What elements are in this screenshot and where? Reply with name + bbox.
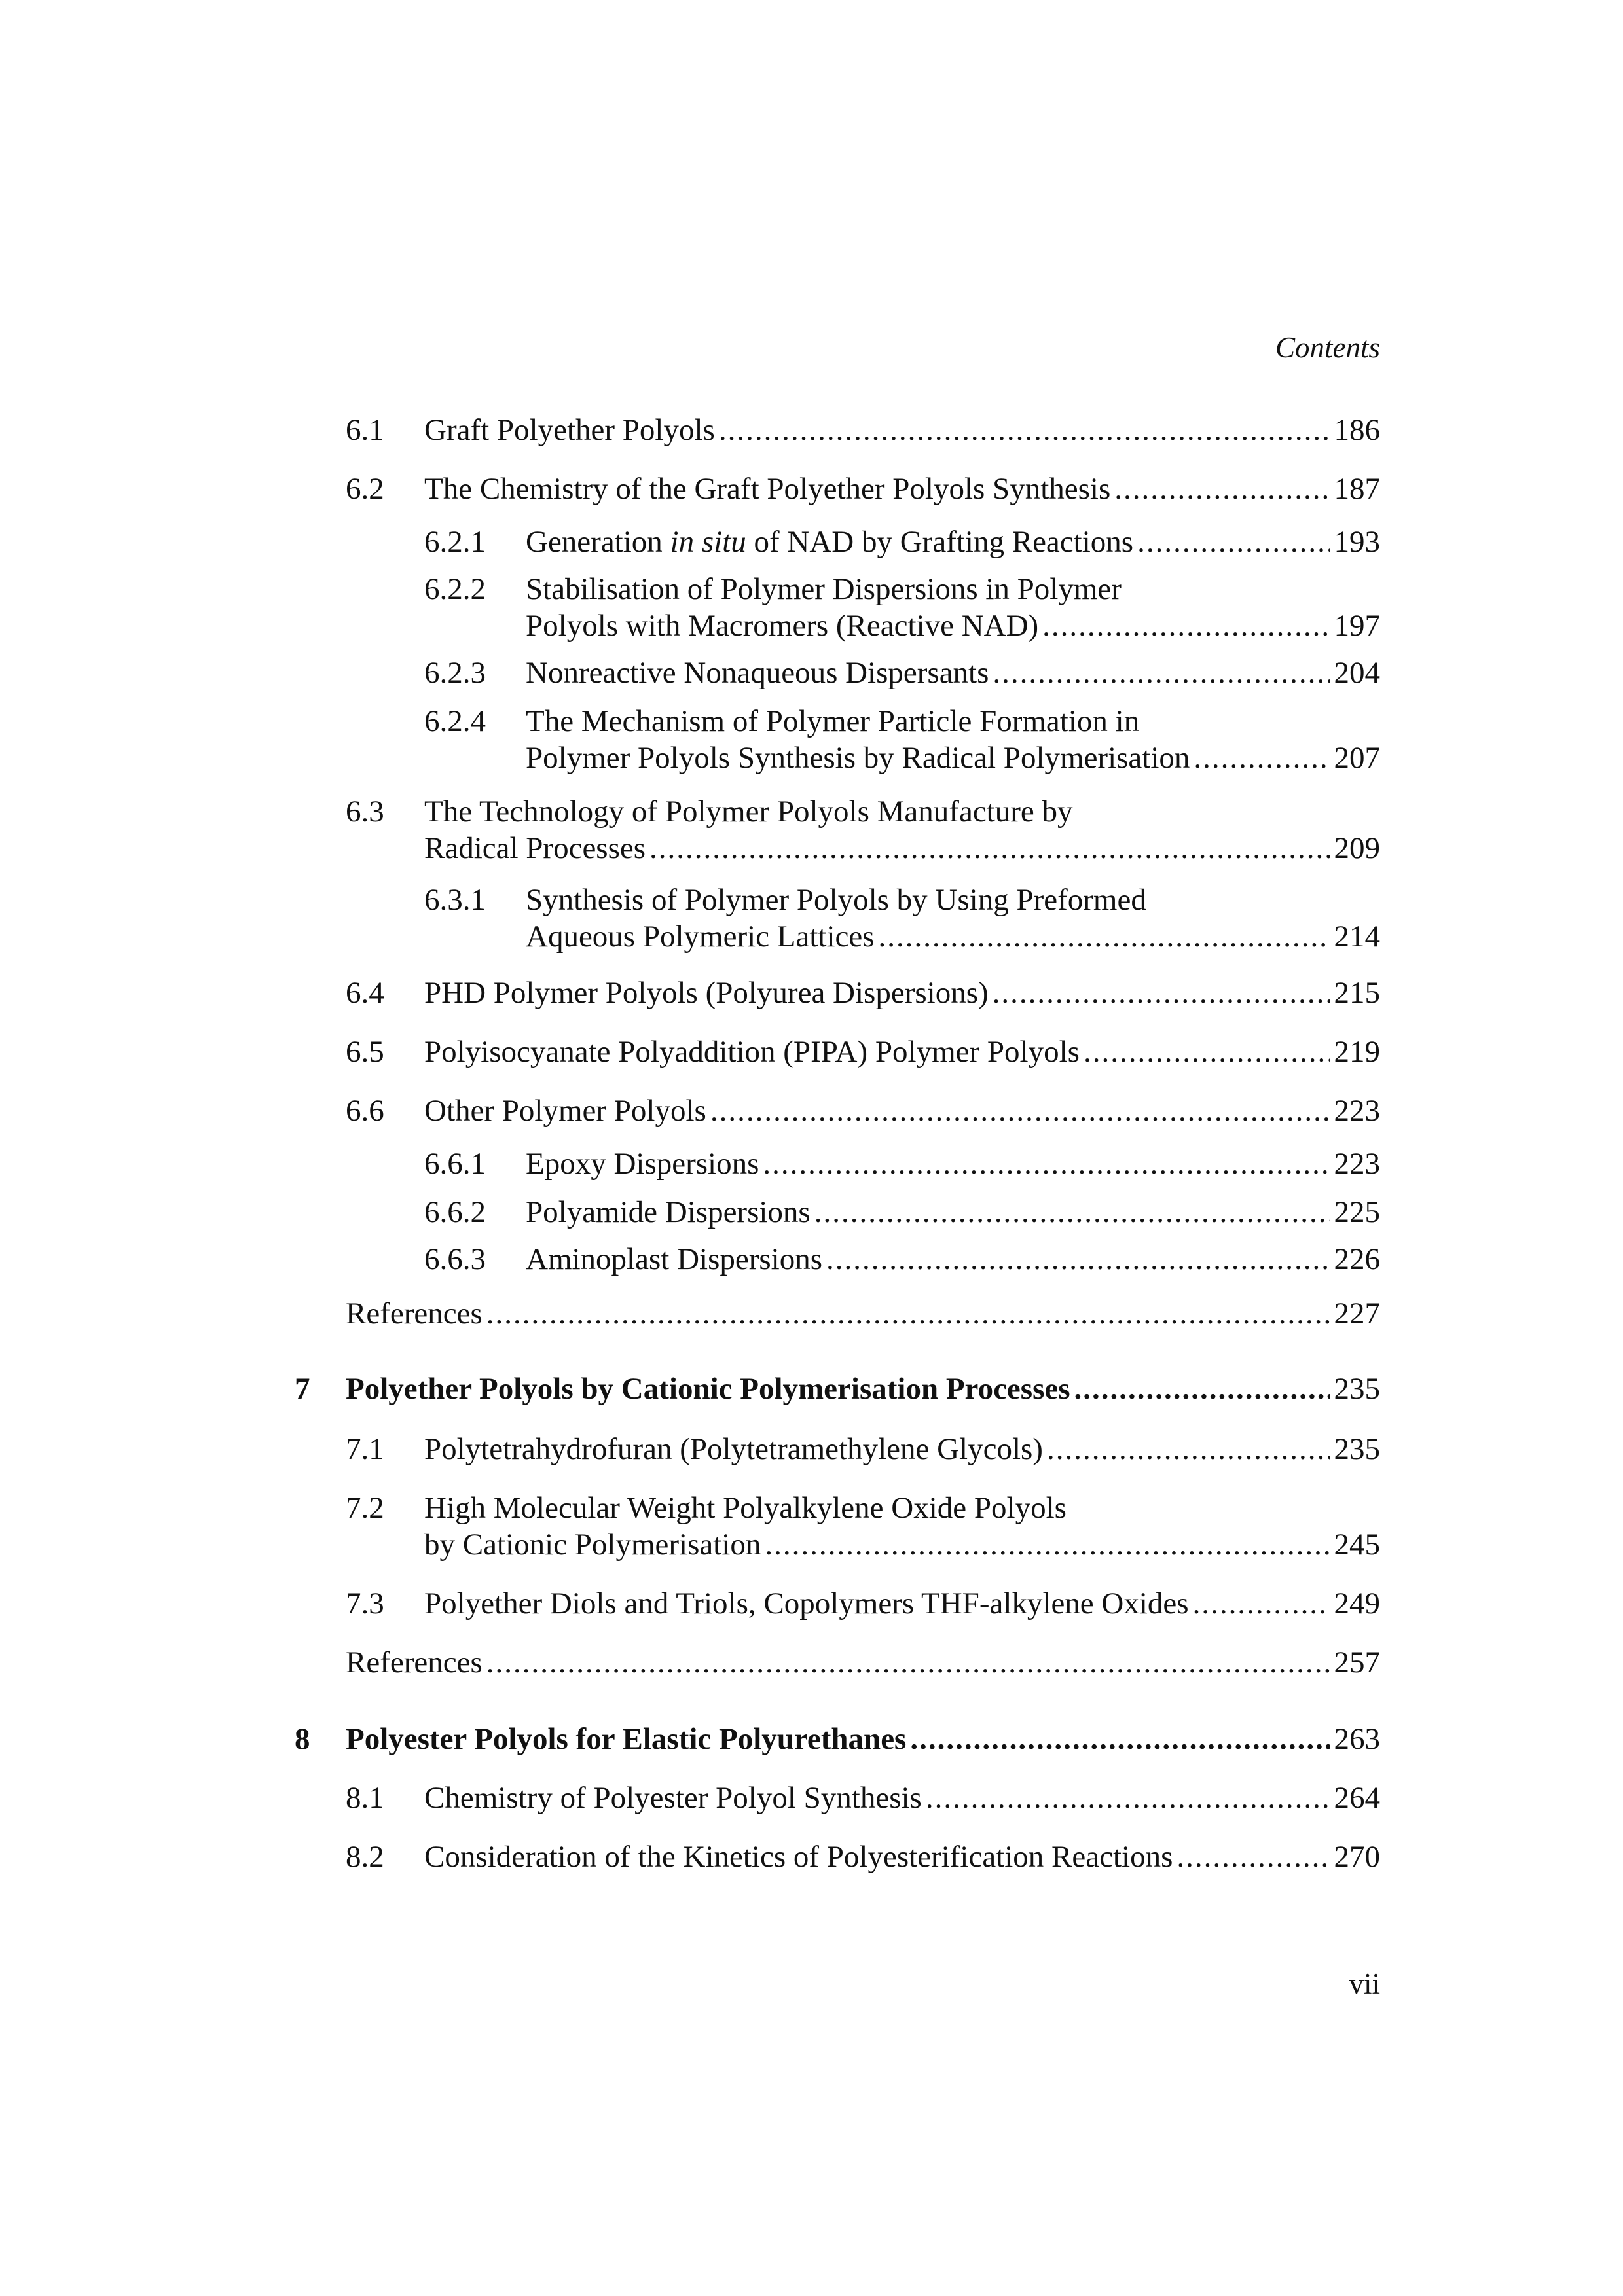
entry-title: Aminoplast Dispersions — [526, 1242, 823, 1276]
toc-entry[interactable] — [0, 1092, 1623, 1129]
toc-entry[interactable] — [0, 1839, 1623, 1875]
dot-leader — [649, 830, 1330, 867]
toc-entry[interactable] — [0, 412, 1623, 448]
toc-entry[interactable] — [0, 975, 1623, 1011]
entry-number: 6.3.1 — [424, 883, 486, 917]
entry-title: Chemistry of Polyester Polyol Synthesis — [424, 1781, 922, 1815]
toc-entry[interactable] — [0, 1585, 1623, 1622]
entry-title: Stabilisation of Polymer Dispersions in Polymer — [526, 572, 1122, 606]
entry-number: 7.2 — [346, 1491, 384, 1525]
entry-title: Consideration of the Kinetics of Polyesterification Reactions — [424, 1840, 1173, 1874]
dot-leader — [1047, 1431, 1330, 1467]
toc-entry[interactable] — [0, 1194, 1623, 1230]
toc-entry[interactable] — [0, 1644, 1623, 1681]
entry-number: 8.1 — [346, 1781, 384, 1815]
dot-leader — [719, 412, 1330, 448]
dot-leader — [1074, 1371, 1330, 1407]
dot-leader — [1084, 1033, 1330, 1070]
entry-number: 6.4 — [346, 976, 384, 1010]
italic-term: in situ — [670, 525, 746, 559]
entry-number: 6.2.1 — [424, 525, 486, 559]
entry-page-number: 223 — [1334, 1094, 1380, 1128]
running-head: Contents — [1275, 331, 1380, 364]
toc-entry[interactable] — [0, 1431, 1623, 1467]
entry-page-number: 197 — [1334, 609, 1380, 643]
toc-entry[interactable] — [0, 1490, 1623, 1562]
dot-leader — [879, 918, 1330, 955]
entry-page-number: 235 — [1334, 1372, 1380, 1406]
entry-title: References — [346, 1297, 483, 1331]
entry-title: References — [346, 1645, 483, 1679]
entry-number: 6.2.3 — [424, 656, 486, 690]
entry-page-number: 219 — [1334, 1035, 1380, 1069]
entry-title: Polyamide Dispersions — [526, 1195, 811, 1229]
page-number: vii — [1349, 1967, 1380, 2000]
toc-entry[interactable] — [0, 1145, 1623, 1182]
entry-number: 6.6.2 — [424, 1195, 486, 1229]
entry-number: 6.1 — [346, 413, 384, 447]
entry-number: 6.6 — [346, 1094, 384, 1128]
entry-title: The Chemistry of the Graft Polyether Polyols Synthesis — [424, 472, 1111, 506]
entry-title: Polyether Diols and Triols, Copolymers THF-alkylene Oxides — [424, 1587, 1189, 1621]
toc-entry[interactable] — [0, 882, 1623, 954]
entry-page-number: 207 — [1334, 741, 1380, 775]
dot-leader — [1137, 524, 1330, 560]
dot-leader — [910, 1721, 1330, 1757]
toc-entry[interactable] — [0, 1295, 1623, 1332]
entry-title: High Molecular Weight Polyalkylene Oxide Polyols — [424, 1491, 1067, 1525]
entry-page-number: 187 — [1334, 472, 1380, 506]
entry-page-number: 193 — [1334, 525, 1380, 559]
toc-entry[interactable] — [0, 1371, 1623, 1407]
toc-entry[interactable] — [0, 524, 1623, 560]
entry-page-number: 204 — [1334, 656, 1380, 690]
entry-title: Nonreactive Nonaqueous Dispersants — [526, 656, 989, 690]
entry-title: The Technology of Polymer Polyols Manufacture by — [424, 795, 1073, 829]
dot-leader — [1176, 1839, 1330, 1875]
entry-title: PHD Polymer Polyols (Polyurea Dispersions) — [424, 976, 989, 1010]
entry-number: 6.2.2 — [424, 572, 486, 606]
entry-number: 8.2 — [346, 1840, 384, 1874]
dot-leader — [486, 1644, 1330, 1681]
entry-page-number: 264 — [1334, 1781, 1380, 1815]
entry-title: Epoxy Dispersions — [526, 1147, 759, 1181]
entry-number: 8 — [295, 1722, 310, 1756]
dot-leader — [710, 1092, 1330, 1129]
dot-leader — [763, 1145, 1330, 1182]
entry-title: by Cationic Polymerisation — [424, 1528, 761, 1562]
toc-entry[interactable] — [0, 1721, 1623, 1757]
entry-page-number: 214 — [1334, 920, 1380, 954]
entry-page-number: 215 — [1334, 976, 1380, 1010]
toc-entry[interactable] — [0, 1780, 1623, 1816]
entry-title: Synthesis of Polymer Polyols by Using Preformed — [526, 883, 1146, 917]
entry-page-number: 227 — [1334, 1297, 1380, 1331]
entry-page-number: 226 — [1334, 1242, 1380, 1276]
dot-leader — [765, 1526, 1330, 1563]
entry-title: Aqueous Polymeric Lattices — [526, 920, 875, 954]
entry-title: Generation in situ of NAD by Grafting Reactions — [526, 525, 1134, 559]
dot-leader — [1193, 1585, 1330, 1622]
entry-page-number: 186 — [1334, 413, 1380, 447]
entry-page-number: 223 — [1334, 1147, 1380, 1181]
toc-entry[interactable] — [0, 471, 1623, 507]
entry-page-number: 209 — [1334, 831, 1380, 865]
toc-entry[interactable] — [0, 1033, 1623, 1070]
toc-entry[interactable] — [0, 571, 1623, 643]
entry-title: Polytetrahydrofuran (Polytetramethylene Glycols) — [424, 1432, 1043, 1466]
entry-page-number: 225 — [1334, 1195, 1380, 1229]
entry-number: 6.6.1 — [424, 1147, 486, 1181]
entry-title: Polymer Polyols Synthesis by Radical Polymerisation — [526, 741, 1190, 775]
entry-page-number: 257 — [1334, 1645, 1380, 1679]
entry-title: Polyether Polyols by Cationic Polymerisation Processes — [346, 1372, 1070, 1406]
dot-leader — [486, 1295, 1330, 1332]
dot-leader — [1194, 740, 1330, 776]
dot-leader — [926, 1780, 1330, 1816]
entry-page-number: 270 — [1334, 1840, 1380, 1874]
toc-entry[interactable] — [0, 793, 1623, 865]
entry-number: 6.2 — [346, 472, 384, 506]
entry-number: 6.5 — [346, 1035, 384, 1069]
entry-title: Other Polymer Polyols — [424, 1094, 706, 1128]
entry-page-number: 263 — [1334, 1722, 1380, 1756]
entry-title: Radical Processes — [424, 831, 646, 865]
entry-number: 7.1 — [346, 1432, 384, 1466]
dot-leader — [814, 1194, 1330, 1230]
dot-leader — [1042, 607, 1330, 644]
dot-leader — [993, 975, 1330, 1011]
toc-entry[interactable] — [0, 1241, 1623, 1278]
entry-title: Polyisocyanate Polyaddition (PIPA) Polymer Polyols — [424, 1035, 1080, 1069]
entry-title: Polyester Polyols for Elastic Polyurethanes — [346, 1722, 907, 1756]
entry-number: 6.2.4 — [424, 704, 486, 738]
toc-entry[interactable] — [0, 655, 1623, 691]
entry-number: 6.3 — [346, 795, 384, 829]
entry-number: 7.3 — [346, 1587, 384, 1621]
dot-leader — [993, 655, 1330, 691]
entry-number: 6.6.3 — [424, 1242, 486, 1276]
entry-number: 7 — [295, 1372, 310, 1406]
dot-leader — [826, 1241, 1330, 1278]
entry-title: The Mechanism of Polymer Particle Formation in — [526, 704, 1140, 738]
entry-title: Graft Polyether Polyols — [424, 413, 715, 447]
dot-leader — [1114, 471, 1330, 507]
entry-page-number: 249 — [1334, 1587, 1380, 1621]
entry-title: Polyols with Macromers (Reactive NAD) — [526, 609, 1039, 643]
entry-page-number: 235 — [1334, 1432, 1380, 1466]
toc-entry[interactable] — [0, 703, 1623, 775]
entry-page-number: 245 — [1334, 1528, 1380, 1562]
